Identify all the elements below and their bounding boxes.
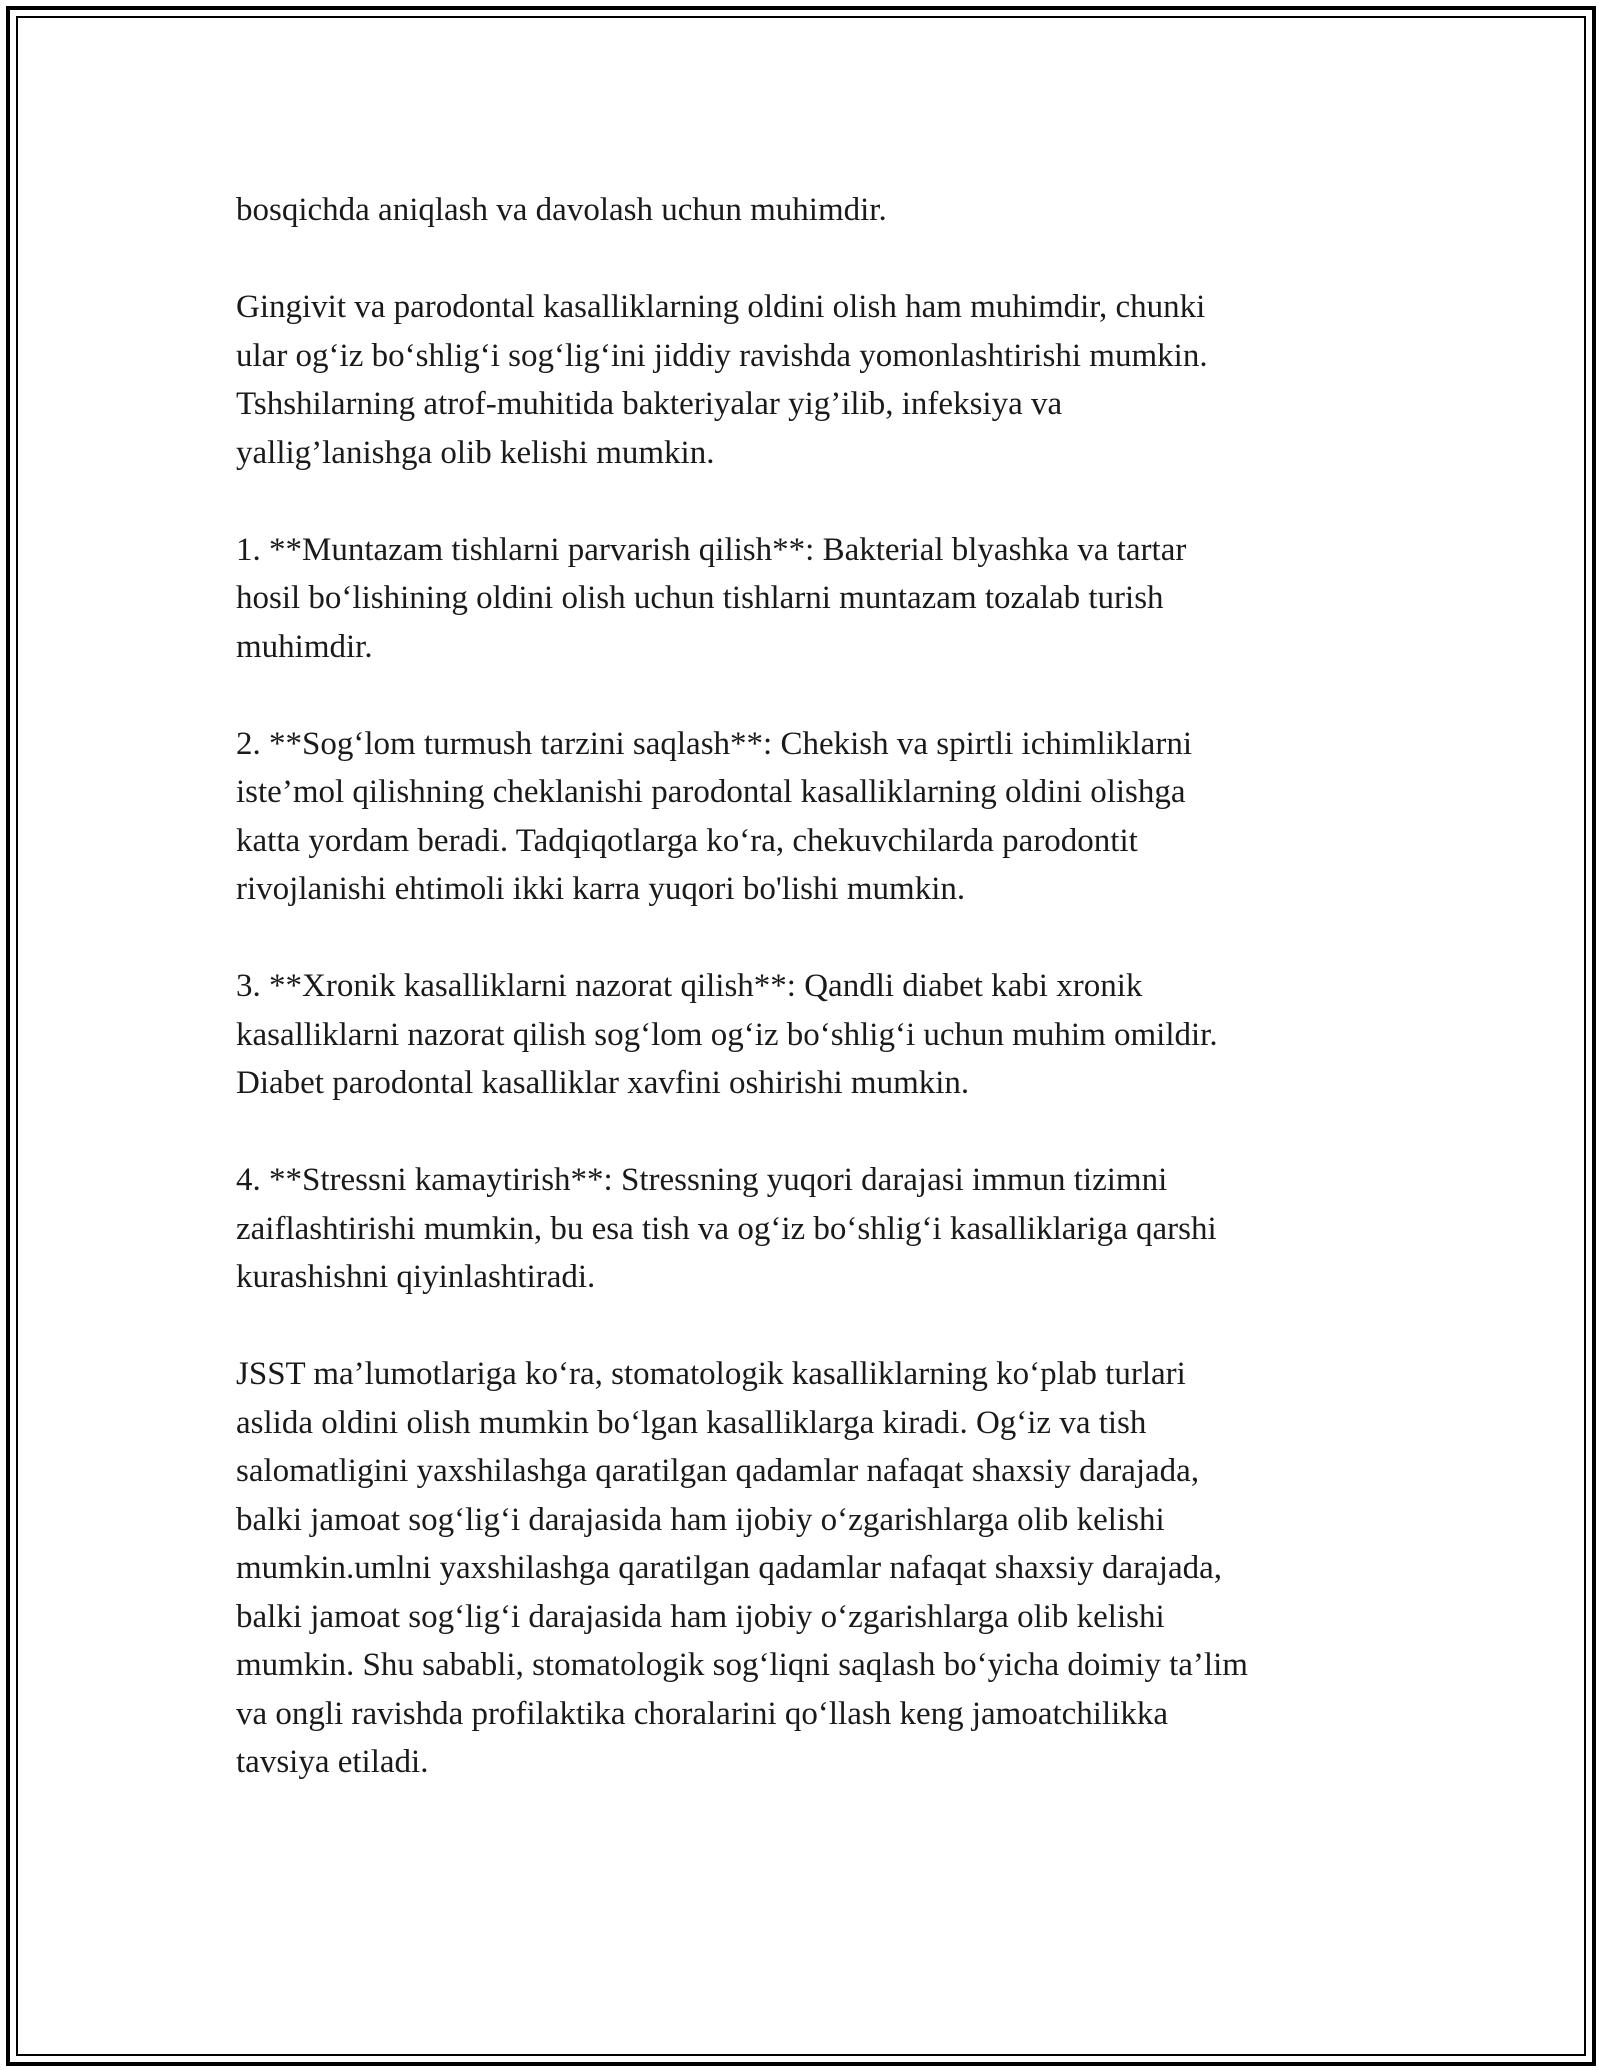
text-line: balki jamoat sog‘lig‘i darajasida ham ijobiy o‘zgarishlarga olib kelishi [236,1598,1165,1635]
paragraph-conclusion [236,1350,1376,1787]
text-line: mumkin. Shu sababli, stomatologik sog‘liqni saqlash bo‘yicha doimiy ta’lim [236,1647,1248,1683]
text-line: ular og‘iz bo‘shlig‘i sog‘lig‘ini jiddiy ravishda yomonlashtirishi mumkin. [236,337,1208,374]
text-line: va ongli ravishda profilaktika choralarini qo‘llash keng jamoatchilikka [236,1695,1168,1732]
text-line: bosqichda aniqlash va davolash uchun muhimdir. [236,192,887,228]
text-line: katta yordam beradi. Tadqiqotlarga ko‘ra, chekuvchilarda parodontit [236,822,1138,859]
text-line: Diabet parodontal kasalliklar xavfini oshirishi mumkin. [236,1065,970,1101]
paragraph-intro-continuation [236,186,1376,235]
text-line: 3. **Xronik kasalliklarni nazorat qilish**: Qandli diabet kabi xronik [236,968,1143,1004]
text-line: 1. **Muntazam tishlarni parvarish qilish**: Bakterial blyashka va tartar [236,531,1187,568]
list-item-1 [236,526,1376,672]
text-line: hosil bo‘lishining oldini olish uchun tishlarni muntazam tozalab turish [236,580,1164,616]
text-line: rivojlanishi ehtimoli ikki karra yuqori bo'lishi mumkin. [236,871,966,907]
list-item-2 [236,720,1376,914]
text-line: JSST ma’lumotlariga ko‘ra, stomatologik kasalliklarning ko‘plab turlari [236,1356,1186,1392]
text-line: balki jamoat sog‘lig‘i darajasida ham ijobiy o‘zgarishlarga olib kelishi [236,1501,1165,1538]
text-line: aslida oldini olish mumkin bo‘lgan kasalliklarga kiradi. Og‘iz va tish [236,1404,1147,1441]
paragraph-gingivitis [236,283,1376,477]
list-item-3 [236,962,1376,1108]
document-body [236,186,1376,1787]
text-line: salomatligini yaxshilashga qaratilgan qadamlar nafaqat shaxsiy darajada, [236,1453,1200,1489]
text-line: yallig’lanishga olib kelishi mumkin. [236,434,715,471]
text-line: mumkin.umlni yaxshilashga qaratilgan qadamlar nafaqat shaxsiy darajada, [236,1550,1223,1586]
text-line: Gingivit va parodontal kasalliklarning oldini olish ham muhimdir, chunki [236,289,1206,325]
text-line: 2. **Sog‘lom turmush tarzini saqlash**: Chekish va spirtli ichimliklarni [236,725,1192,762]
text-line: 4. **Stressni kamaytirish**: Stressning yuqori darajasi immun tizimni [236,1162,1168,1198]
text-line: kurashishni qiyinlashtiradi. [236,1259,596,1295]
text-line: zaiflashtirishi mumkin, bu esa tish va og‘iz bo‘shlig‘i kasalliklariga qarshi [236,1210,1217,1247]
list-item-4 [236,1156,1376,1302]
text-line: muhimdir. [236,628,373,665]
text-line: tavsiya etiladi. [236,1744,429,1780]
text-line: kasalliklarni nazorat qilish sog‘lom og‘iz bo‘shlig‘i uchun muhim omildir. [236,1016,1218,1053]
text-line: Tshshilarning atrof-muhitida bakteriyalar yig’ilib, infeksiya va [236,386,1063,422]
text-line: iste’mol qilishning cheklanishi parodontal kasalliklarning oldini olishga [236,774,1186,810]
